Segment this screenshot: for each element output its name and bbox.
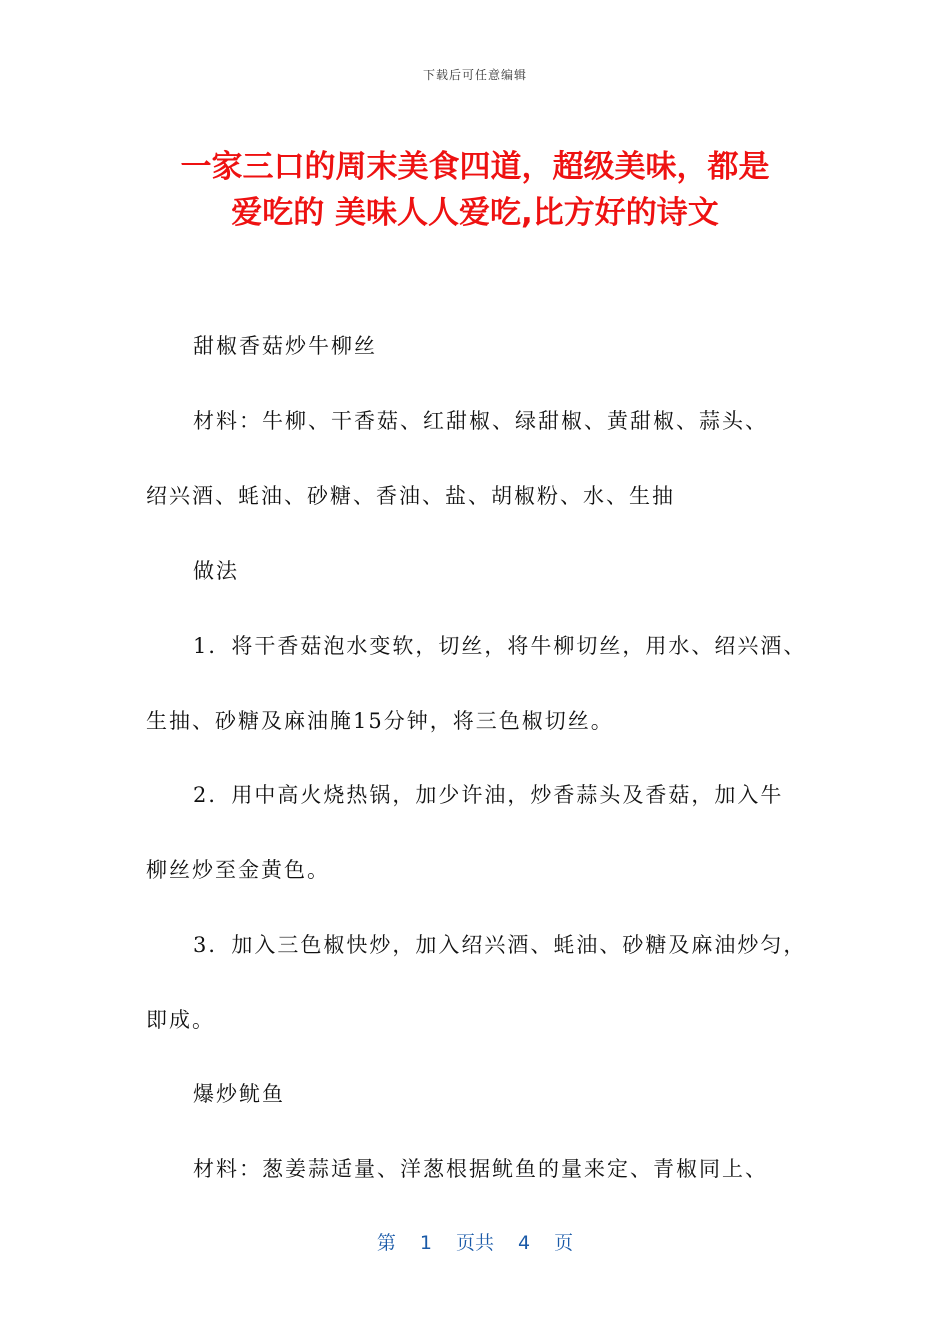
recipe-1-step-2-line-1: 2．用中高火烧热锅，加少许油，炒香蒜头及香菇，加入牛 — [193, 783, 784, 807]
recipe-1-ingredients-line-1: 材料：牛柳、干香菇、红甜椒、绿甜椒、黄甜椒、蒜头、 — [193, 409, 768, 433]
recipe-1-step-1-line-1: 1．将干香菇泡水变软，切丝，将牛柳切丝，用水、绍兴酒、 — [193, 634, 807, 658]
title-line-2: 爱吃的 美味人人爱吃,比方好的诗文 — [231, 195, 719, 231]
recipe-1-ingredients-line-2: 绍兴酒、蚝油、砂糖、香油、盐、胡椒粉、水、生抽 — [146, 484, 675, 508]
recipe-1-step-2-line-2: 柳丝炒至金黄色。 — [146, 858, 330, 882]
page-footer — [0, 1228, 950, 1255]
footer-page-number: 1 — [419, 1232, 432, 1254]
recipe-1-step-1-line-2: 生抽、砂糖及麻油腌15分钟，将三色椒切丝。 — [146, 709, 614, 733]
recipe-1-step-3-line-1: 3．加入三色椒快炒，加入绍兴酒、蚝油、砂糖及麻油炒匀， — [193, 933, 807, 957]
recipe-1-step-3-line-2: 即成。 — [146, 1008, 215, 1032]
recipe-2-ingredients-line-1: 材料：葱姜蒜适量、洋葱根据鱿鱼的量来定、青椒同上、 — [193, 1157, 768, 1181]
footer-prefix: 第 — [376, 1232, 396, 1254]
recipe-2-heading: 爆炒鱿鱼 — [193, 1082, 285, 1106]
footer-total-pages: 4 — [518, 1232, 531, 1254]
header-note: 下载后可任意编辑 — [422, 68, 527, 82]
footer-middle: 页共 — [455, 1232, 494, 1254]
title-line-1: 一家三口的周末美食四道，超级美味，都是 — [180, 149, 770, 185]
document-title — [140, 144, 810, 236]
recipe-1-method-heading: 做法 — [193, 559, 239, 583]
footer-suffix: 页 — [554, 1232, 574, 1254]
recipe-1-heading: 甜椒香菇炒牛柳丝 — [193, 334, 377, 358]
